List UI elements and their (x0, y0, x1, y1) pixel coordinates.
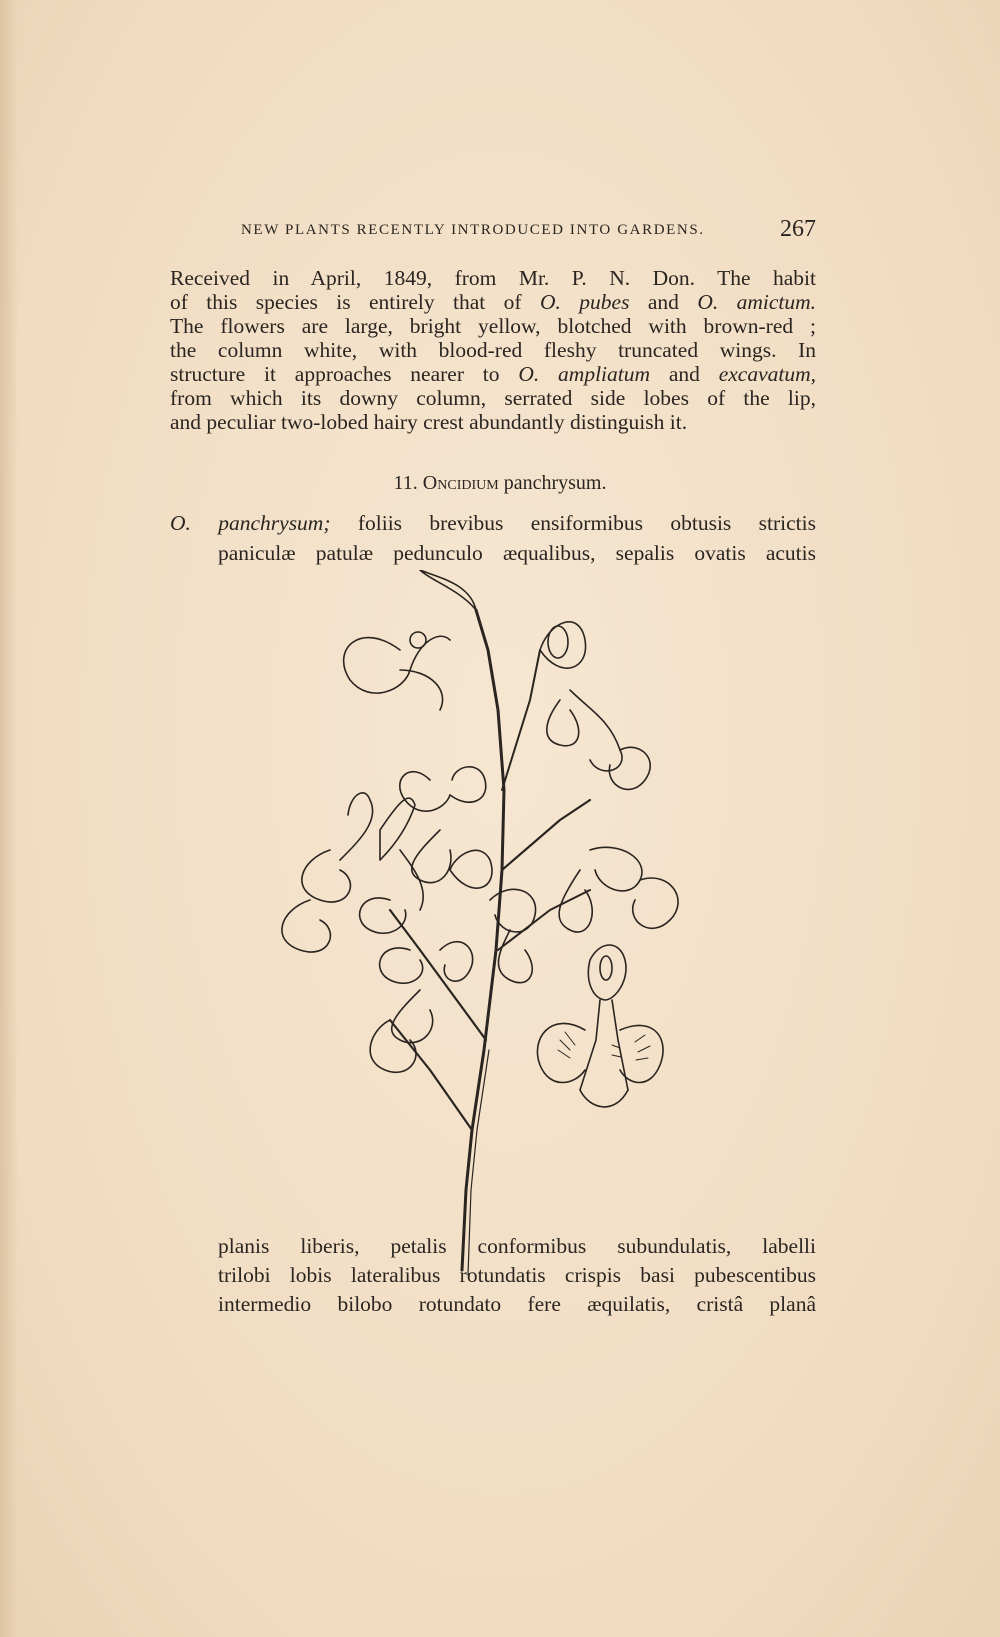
diagnosis-line-2: paniculæ patulæ pedunculo æqualibus, sepalis ovatis acutis (218, 541, 816, 565)
continuation-paragraph (218, 1232, 816, 1319)
running-head (241, 216, 816, 246)
species-number: 11. (393, 472, 418, 494)
intro-line-7: and peculiar two-lobed hairy crest abundantly distinguish it. (170, 410, 688, 434)
intro-line-3: The flowers are large, bright yellow, blotched with brown-red ; (170, 314, 816, 338)
continuation-line-1: planis liberis, petalis conformibus subundulatis, labelli (218, 1234, 816, 1258)
intro-paragraph (170, 266, 816, 434)
species-heading (0, 472, 1000, 495)
continuation-line-3: intermedio bilobo rotundato fere æquilatis, cristâ planâ (218, 1292, 816, 1316)
page-number: 267 (780, 216, 816, 242)
intro-line-4: the column white, with blood-red fleshy truncated wings. In (170, 338, 816, 362)
continuation-line-2: trilobi lobis lateralibus rotundatis crispis basi pubescentibus (218, 1263, 816, 1287)
orchid-illustration (240, 570, 720, 1280)
lip-detail (537, 945, 663, 1107)
species-genus: Oncidium (422, 472, 499, 494)
diagnosis (170, 508, 816, 568)
running-head-title: NEW PLANTS RECENTLY INTRODUCED INTO GARDENS. (241, 222, 705, 238)
intro-line-6: from which its downy column, serrated side lobes of the lip, (170, 386, 816, 410)
diagnosis-line-1: O. panchrysum; foliis brevibus ensiformibus obtusis strictis (170, 511, 816, 535)
spine-shadow (0, 0, 18, 1637)
species-epithet: panchrysum. (503, 472, 607, 494)
intro-line-1: Received in April, 1849, from Mr. P. N. Don. The habit (170, 266, 816, 290)
intro-line-2: of this species is entirely that of O. pubes and O. amictum. (170, 290, 817, 314)
intro-line-5: structure it approaches nearer to O. ampliatum and excavatum, (170, 362, 816, 386)
main-stem (462, 610, 504, 1270)
